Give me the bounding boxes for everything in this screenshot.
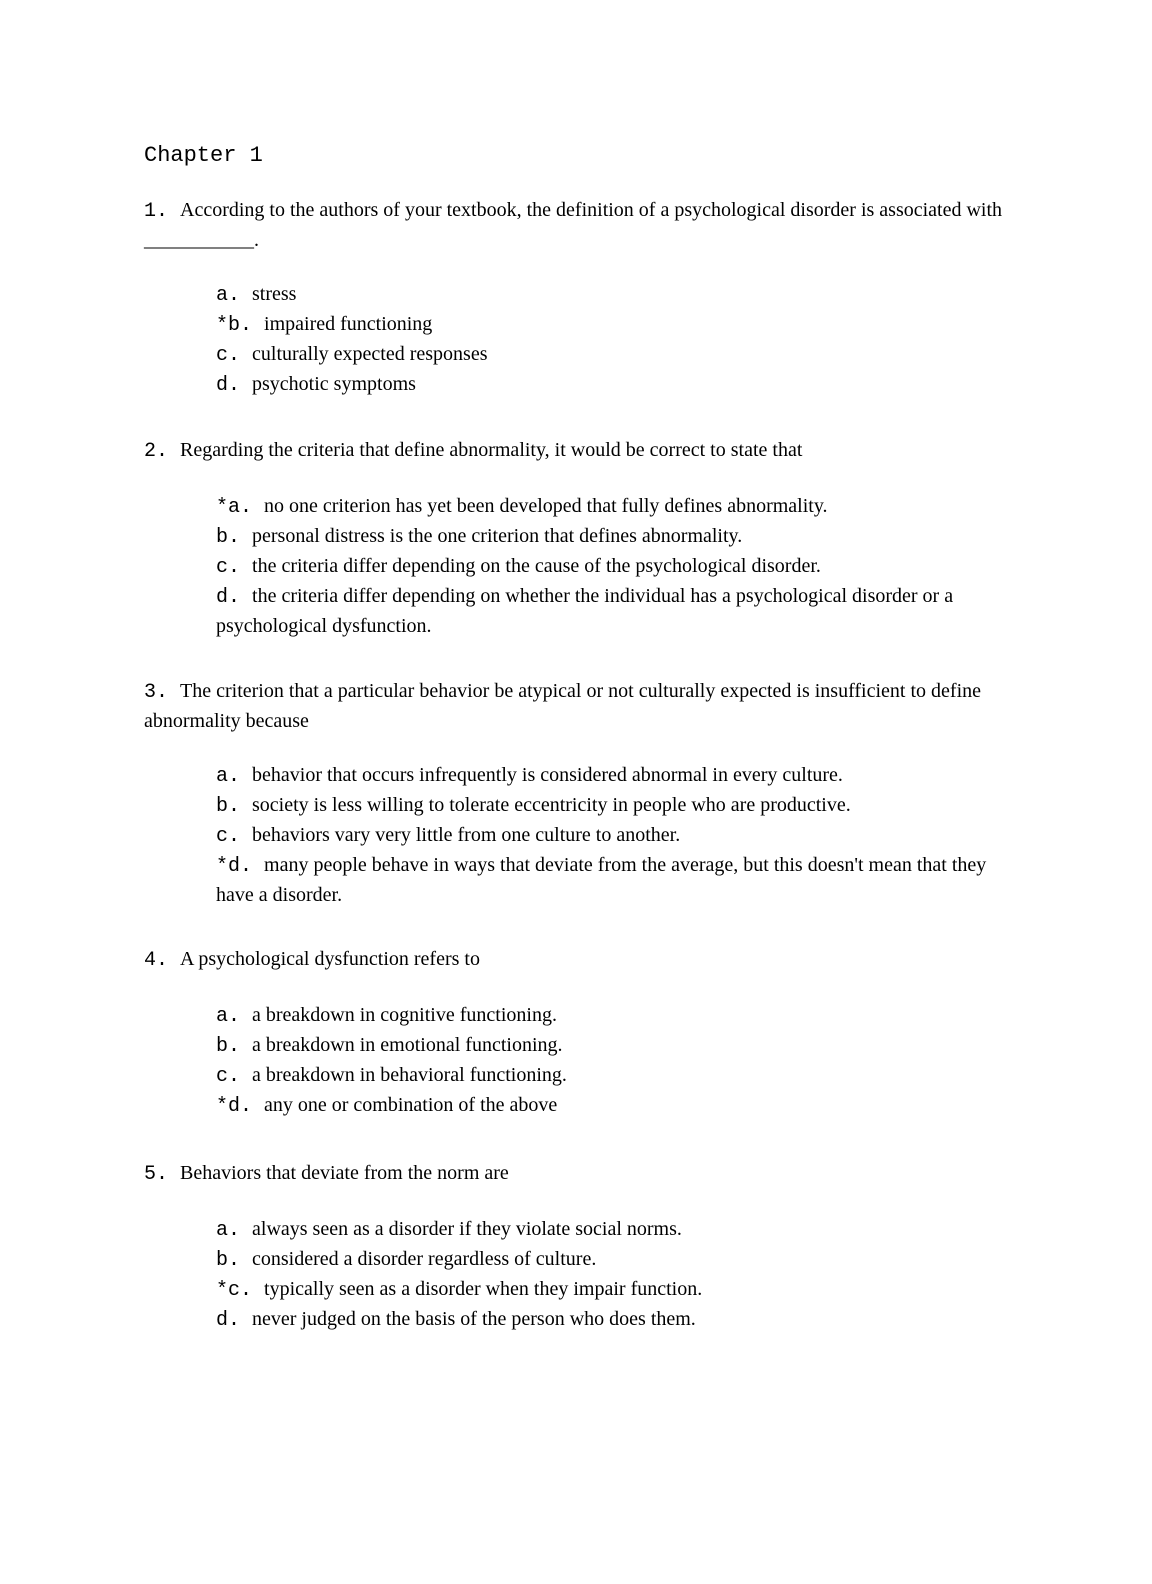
option-item — [216, 1275, 1004, 1305]
option-text: many people behave in ways that deviate from the average, but this doesn't mean that they have a disorder. — [216, 854, 987, 906]
option-label: *d. — [216, 1095, 253, 1118]
option-label: d. — [216, 1309, 241, 1332]
option-text: behavior that occurs infrequently is considered abnormal in every culture. — [252, 764, 843, 786]
chapter-title: Chapter 1 — [144, 143, 263, 168]
question-number: 3. — [144, 681, 169, 704]
option-label: c. — [216, 344, 241, 367]
question-number: 4. — [144, 949, 169, 972]
option-item — [216, 761, 1004, 791]
question-text: The criterion that a particular behavior be atypical or not culturally expected is insufficient to define abnormality because — [144, 680, 982, 732]
question-stem — [144, 196, 1004, 254]
question-number: 2. — [144, 440, 169, 463]
question-2 — [144, 436, 1004, 640]
option-list — [216, 492, 1004, 640]
option-label: b. — [216, 1249, 241, 1272]
option-item — [216, 280, 1004, 310]
option-text: personal distress is the one criterion that defines abnormality. — [252, 525, 743, 547]
question-text: A psychological dysfunction refers to — [180, 948, 480, 970]
option-list — [216, 280, 1004, 400]
question-stem — [144, 436, 1004, 466]
question-text: Behaviors that deviate from the norm are — [180, 1162, 509, 1184]
option-item — [216, 1245, 1004, 1275]
option-text: typically seen as a disorder when they impair function. — [264, 1278, 703, 1300]
option-text: no one criterion has yet been developed that fully defines abnormality. — [264, 495, 828, 517]
option-text: psychotic symptoms — [252, 373, 416, 395]
option-item — [216, 1091, 1004, 1121]
option-text: culturally expected responses — [252, 343, 488, 365]
option-text: considered a disorder regardless of culture. — [252, 1248, 597, 1270]
option-text: impaired functioning — [264, 313, 433, 335]
question-3 — [144, 677, 1004, 909]
question-number: 1. — [144, 200, 169, 223]
question-5 — [144, 1159, 1004, 1335]
option-item — [216, 552, 1004, 582]
option-label: a. — [216, 765, 241, 788]
question-stem — [144, 945, 1004, 975]
option-item — [216, 370, 1004, 400]
option-item — [216, 1305, 1004, 1335]
option-text: the criteria differ depending on the cause of the psychological disorder. — [252, 555, 821, 577]
option-label: c. — [216, 825, 241, 848]
option-text: any one or combination of the above — [264, 1094, 558, 1116]
option-label: c. — [216, 1065, 241, 1088]
option-label: *c. — [216, 1279, 253, 1302]
question-stem — [144, 1159, 1004, 1189]
option-label: a. — [216, 284, 241, 307]
option-text: always seen as a disorder if they violate social norms. — [252, 1218, 682, 1240]
option-label: *d. — [216, 855, 253, 878]
option-item — [216, 851, 1004, 909]
option-list — [216, 761, 1004, 909]
question-text: Regarding the criteria that define abnormality, it would be correct to state that — [180, 439, 803, 461]
question-1 — [144, 196, 1004, 400]
question-number: 5. — [144, 1163, 169, 1186]
option-item — [216, 522, 1004, 552]
option-label: b. — [216, 526, 241, 549]
option-text: a breakdown in emotional functioning. — [252, 1034, 563, 1056]
option-item — [216, 1001, 1004, 1031]
question-text: According to the authors of your textbook, the definition of a psychological disorder is associated with ___________. — [144, 199, 1003, 251]
option-label: b. — [216, 795, 241, 818]
option-text: behaviors vary very little from one culture to another. — [252, 824, 681, 846]
option-item — [216, 1061, 1004, 1091]
option-label: a. — [216, 1219, 241, 1242]
option-item — [216, 340, 1004, 370]
option-list — [216, 1001, 1004, 1121]
option-label: *b. — [216, 314, 253, 337]
option-label: a. — [216, 1005, 241, 1028]
option-item — [216, 310, 1004, 340]
option-label: d. — [216, 374, 241, 397]
option-list — [216, 1215, 1004, 1335]
option-label: b. — [216, 1035, 241, 1058]
option-text: never judged on the basis of the person who does them. — [252, 1308, 696, 1330]
option-item — [216, 1031, 1004, 1061]
option-item — [216, 821, 1004, 851]
question-4 — [144, 945, 1004, 1121]
option-label: d. — [216, 586, 241, 609]
option-item — [216, 582, 1004, 640]
option-label: *a. — [216, 496, 253, 519]
option-text: stress — [252, 283, 297, 305]
question-stem — [144, 677, 1004, 735]
option-item — [216, 1215, 1004, 1245]
option-text: a breakdown in cognitive functioning. — [252, 1004, 557, 1026]
option-item — [216, 492, 1004, 522]
option-text: a breakdown in behavioral functioning. — [252, 1064, 567, 1086]
option-text: society is less willing to tolerate eccentricity in people who are productive. — [252, 794, 851, 816]
option-label: c. — [216, 556, 241, 579]
option-text: the criteria differ depending on whether the individual has a psychological disorder or a psychological dysfunction. — [216, 585, 954, 637]
option-item — [216, 791, 1004, 821]
